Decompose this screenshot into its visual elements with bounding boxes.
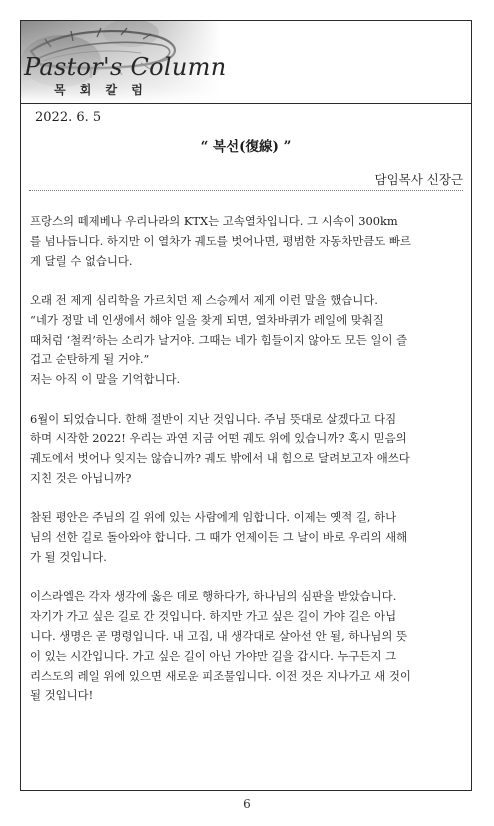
paragraph-line: 프랑스의 떼제베나 우리나라의 KTX는 고속열차입니다. 그 시속이 300km <box>30 214 398 228</box>
article-paragraph <box>30 212 462 271</box>
article-paragraph <box>30 508 462 567</box>
paragraph-line: 오래 전 제게 심리학을 가르치던 제 스승께서 제게 이런 말을 했습니다. <box>30 292 378 307</box>
paragraph-line: 하며 시작한 2022! 우리는 과연 지금 어떤 궤도 위에 있습니까? 혹시 믿음의 <box>30 431 407 446</box>
article-paragraph <box>30 410 462 489</box>
paragraph-line: 이스라엘은 각자 생각에 옳은 데로 행하다가, 하나님의 심판을 받았습니다. <box>30 589 397 604</box>
paragraph-line: 님의 선한 길로 돌아와야 합니다. 그 때가 언제이든 그 날이 바로 우리의 새해 <box>30 530 408 545</box>
paragraph-line: 이 있는 시간입니다. 가고 싶은 길이 아닌 가야만 길을 갑시다. 누구든지 그 <box>30 648 397 663</box>
article-paragraph <box>30 587 462 706</box>
paragraph-line: 때처럼 ‘철컥’하는 소리가 날거야. 그때는 네가 힘들이지 않아도 모든 일이 즐 <box>30 332 408 347</box>
paragraph-line: 를 넘나듭니다. 하지만 이 열차가 궤도를 벗어나면, 평범한 자동차만큼도 빠르 <box>30 233 411 248</box>
article-paragraph <box>30 291 462 390</box>
author-byline: 담임목사 신장근 <box>374 172 463 187</box>
paragraph-line: 될 것입니다! <box>30 688 94 703</box>
paragraph-line: 리스도의 레일 위에 있으면 새로운 피조물입니다. 이전 것은 지나가고 새 것이 <box>30 668 411 683</box>
paragraph-line: 게 달릴 수 없습니다. <box>30 253 133 268</box>
column-title: Pastor's Column <box>24 53 227 81</box>
paragraph-line: 지친 것은 아닙니까? <box>30 470 132 485</box>
page-number: 6 <box>243 797 251 811</box>
column-banner <box>21 21 471 104</box>
article-body <box>30 212 462 726</box>
paragraph-line: “네가 정말 네 인생에서 해야 일을 찾게 되면, 열차바퀴가 레일에 맞춰질 <box>30 312 384 327</box>
column-date: 2022. 6. 5 <box>35 110 102 125</box>
paragraph-line: 참된 평안은 주님의 길 위에 있는 사람에게 임합니다. 이제는 옛적 길, 하나 <box>30 510 397 525</box>
article-title: “ 복선(復線) ” <box>200 139 292 155</box>
column-subtitle: 목 회 칼 럼 <box>54 83 148 97</box>
paragraph-line: 저는 아직 이 말을 기억합니다. <box>30 372 181 387</box>
paragraph-line: 궤도에서 벗어나 잊지는 않습니까? 궤도 밖에서 내 힘으로 달려보고자 애쓰다 <box>30 451 410 466</box>
paragraph-line: 겁고 순탄하게 될 거야.” <box>30 352 150 367</box>
paragraph-line: 가 될 것입니다. <box>30 549 107 564</box>
paragraph-line: 6월이 되었습니다. 한해 절반이 지난 것입니다. 주님 뜻대로 살겠다고 다짐 <box>30 411 397 426</box>
paragraph-line: 자기가 가고 싶은 길로 간 것입니다. 하지만 가고 싶은 길이 가야 길은 아닙 <box>30 609 397 624</box>
paragraph-line: 니다. 생명은 곧 명령입니다. 내 고집, 내 생각대로 살아선 안 될, 하나님의 뜻 <box>30 628 408 643</box>
dotted-divider <box>29 190 463 191</box>
column-frame <box>20 20 472 791</box>
